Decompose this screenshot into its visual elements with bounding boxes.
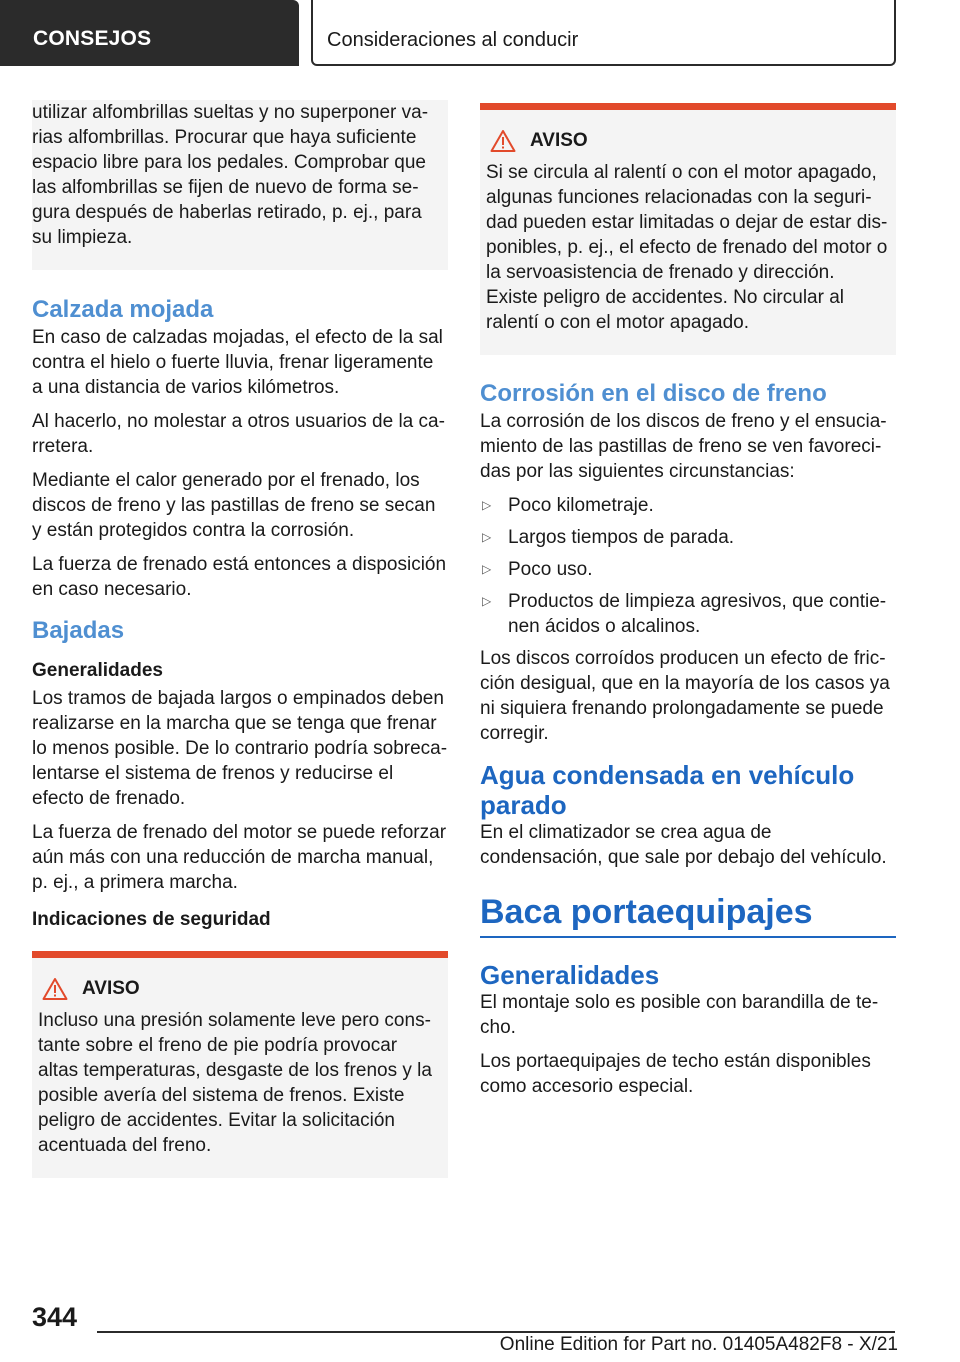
section-tab bbox=[0, 0, 299, 66]
footer-divider bbox=[97, 1331, 895, 1333]
triangle-bullet-icon: ▷ bbox=[482, 530, 492, 544]
roof-rack-paragraph-2: Los portaequipajes de techo están disponibles como accesorio especial. bbox=[480, 1051, 871, 1097]
warning-header bbox=[38, 976, 440, 1002]
warning-box-brake bbox=[32, 951, 448, 1178]
triangle-bullet-icon: ▷ bbox=[482, 498, 492, 512]
roof-rack-chapter-heading: Baca portaequipajes bbox=[480, 892, 896, 938]
warning-title: AVISO bbox=[82, 978, 140, 999]
list-item-text: Poco kilometraje. bbox=[508, 495, 654, 516]
roof-rack-paragraph-1: El montaje solo es posible con barandilla de techo. bbox=[480, 992, 879, 1038]
downhill-paragraph-1: Los tramos de bajada largos o empinados deben realizarse en la marcha que se tenga que frenar lo menos posible. De lo contrario podría sobrecalentarse el sistema de frenos y reducirse el efecto de frenado. bbox=[32, 688, 448, 809]
list-item-text: Poco uso. bbox=[508, 559, 593, 580]
warning-text: Si se circula al ralentí o con el motor apagado, algunas funciones relacionadas con la seguridad pueden estar limitadas o dejar de estar disponibles, p. ej., el efecto de frenado del motor o la servoasistencia de frenado y dirección. Existe peligro de accidentes. No circular al ralentí o con el motor apagado. bbox=[486, 162, 888, 333]
left-column bbox=[32, 100, 448, 1178]
warning-title: AVISO bbox=[530, 130, 588, 151]
downhill-paragraph-2: La fuerza de frenado del motor se puede reforzar aún más con una reducción de marcha manual, p. ej., a primera marcha. bbox=[32, 822, 447, 893]
warning-header bbox=[486, 128, 888, 154]
chapter-label: Consideraciones al conducir bbox=[327, 29, 579, 51]
list-item bbox=[480, 493, 896, 518]
list-item bbox=[480, 589, 896, 639]
wet-road-paragraph-2: Al hacerlo, no molestar a otros usuarios de la carretera. bbox=[32, 411, 445, 457]
triangle-bullet-icon: ▷ bbox=[482, 594, 492, 608]
list-item bbox=[480, 557, 896, 582]
wet-road-heading: Calzada mojada bbox=[32, 296, 214, 323]
corrosion-paragraph-1: La corrosión de los discos de freno y el ensuciamiento de las pastillas de freno se ven favorecidas por las siguientes circunstancias: bbox=[480, 411, 887, 482]
warning-triangle-icon bbox=[42, 977, 68, 1001]
wet-road-paragraph-1: En caso de calzadas mojadas, el efecto de la sal contra el hielo o fuerte lluvia, frenar ligeramente a una distancia de varios kilómetros. bbox=[32, 327, 443, 398]
safety-subheading: Indicaciones de seguridad bbox=[32, 909, 271, 930]
right-column bbox=[480, 103, 896, 1108]
condensation-heading: Agua condensada en vehículo parado bbox=[480, 760, 855, 820]
continued-note-text: utilizar alfombrillas sueltas y no superponer varias alfombrillas. Procurar que haya suficiente espacio libre para los pedales. Comprobar que las alfombrillas se fijen de nuevo de forma segura después de haberlas retirado, p. ej., para su limpieza. bbox=[32, 102, 429, 248]
edition-note: Online Edition for Part no. 01405A482F8 - X/21 bbox=[499, 1334, 898, 1355]
page-header bbox=[0, 0, 960, 68]
condensation-paragraph: En el climatizador se crea agua de condensación, que sale por debajo del vehículo. bbox=[480, 822, 887, 868]
wet-road-paragraph-3: Mediante el calor generado por el frenado, los discos de freno y las pastillas de freno se secan y están protegidos contra la corrosión. bbox=[32, 470, 436, 541]
warning-text: Incluso una presión solamente leve pero constante sobre el freno de pie podría provocar altas temperaturas, desgaste de los frenos y la posible avería del sistema de frenos. Existe peligro de accidentes. Evitar la solicitación acentuada del freno. bbox=[38, 1010, 432, 1156]
continued-note-box bbox=[32, 100, 448, 270]
list-item-text: Largos tiempos de parada. bbox=[508, 527, 735, 548]
triangle-bullet-icon: ▷ bbox=[482, 562, 492, 576]
section-label: CONSEJOS bbox=[33, 27, 152, 50]
chapter-tab bbox=[311, 0, 896, 66]
corrosion-heading: Corrosión en el disco de freno bbox=[480, 380, 827, 407]
downhill-heading: Bajadas bbox=[32, 617, 125, 644]
corrosion-paragraph-2: Los discos corroídos producen un efecto de fricción desigual, que en la mayoría de los casos ya ni siquiera frenando prolongadamente se puede corregir. bbox=[480, 648, 890, 744]
wet-road-paragraph-4: La fuerza de frenado está entonces a disposición en caso necesario. bbox=[32, 554, 447, 600]
corrosion-list bbox=[480, 493, 896, 639]
warning-box-idle bbox=[480, 103, 896, 355]
list-item-text: Productos de limpieza agresivos, que contienen ácidos o alcalinos. bbox=[508, 591, 887, 637]
list-item bbox=[480, 525, 896, 550]
downhill-general-subheading: Generalidades bbox=[32, 660, 163, 681]
page-number: 344 bbox=[32, 1302, 78, 1332]
roof-rack-general-heading: Generalidades bbox=[480, 960, 660, 990]
warning-triangle-icon bbox=[490, 129, 516, 153]
